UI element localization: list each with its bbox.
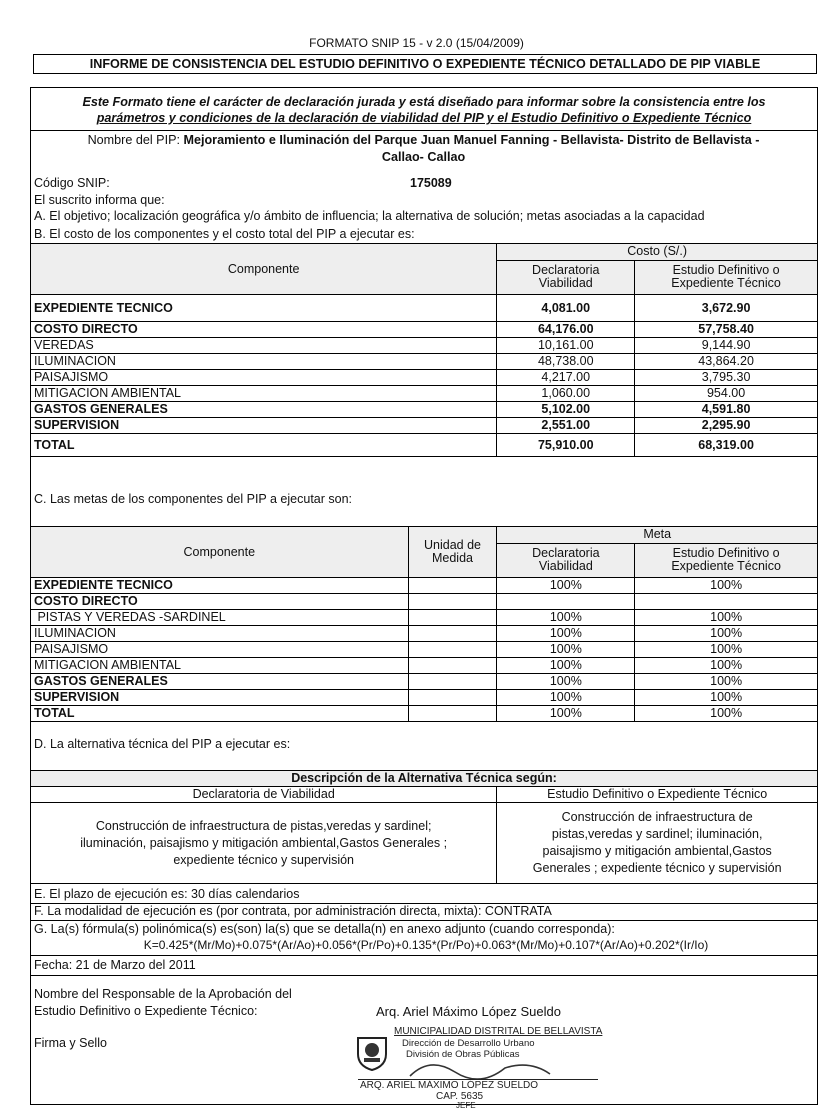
cost-row-v2: 4,591.80	[635, 402, 818, 418]
cost-row-v2: 954.00	[635, 386, 818, 402]
stamp-division: División de Obras Públicas	[406, 1049, 520, 1060]
cost-row-name: ILUMINACION	[31, 354, 497, 370]
goals-row-v1: 100%	[497, 578, 635, 594]
divider	[30, 920, 818, 921]
table-row	[31, 354, 818, 370]
informs-text: El suscrito informa que:	[34, 193, 165, 207]
goals-row-v2: 100%	[635, 642, 818, 658]
unit-header-l2: Medida	[431, 551, 473, 565]
pip-name-value-2: Callao- Callao	[381, 150, 466, 164]
goals-row-name: MITIGACION AMBIENTAL	[31, 658, 409, 674]
goals-row-unit	[408, 642, 497, 658]
table-row	[31, 370, 818, 386]
pip-name-label: Nombre del PIP:	[87, 133, 180, 147]
table-row	[31, 674, 818, 690]
alt2-line: Construcción de infraestructura de	[561, 810, 753, 824]
goals-intro: C. Las metas de los componentes del PIP a ejecutar son:	[34, 492, 353, 506]
goals-component-header: Componente	[31, 527, 409, 578]
alt1-line: expediente técnico y supervisión	[173, 852, 355, 867]
cost-row-v1: 4,217.00	[497, 370, 635, 386]
cost-row-v2: 3,672.90	[635, 295, 818, 322]
goals-row-v1: 100%	[497, 674, 635, 690]
goals-row-v1: 100%	[497, 658, 635, 674]
goals-row-v2: 100%	[635, 706, 818, 722]
goals-row-unit	[408, 626, 497, 642]
alternative-intro: D. La alternativa técnica del PIP a ejecutar es:	[34, 737, 291, 751]
item-e: E. El plazo de ejecución es: 30 días calendarios	[34, 887, 300, 901]
goals-row-v1	[497, 594, 635, 610]
goals-row-name: ILUMINACION	[31, 626, 409, 642]
goals-row-v1: 100%	[497, 610, 635, 626]
cost-row-v2: 9,144.90	[635, 338, 818, 354]
table-row	[31, 322, 818, 338]
table-row	[31, 610, 818, 626]
cost-row-name: SUPERVISION	[31, 418, 497, 434]
cost-row-v2: 68,319.00	[635, 434, 818, 457]
stamp-cap: CAP. 5635	[436, 1091, 484, 1102]
alt1-line: Construcción de infraestructura de pistas,veredas y sardinel;	[95, 818, 432, 833]
snip-code-label: Código SNIP:	[34, 176, 110, 190]
cost-row-name: COSTO DIRECTO	[31, 322, 497, 338]
goals-col2-header	[635, 543, 818, 577]
table-row	[31, 642, 818, 658]
divider	[30, 955, 818, 956]
goals-row-unit	[408, 658, 497, 674]
cost-header: Costo (S/.)	[497, 244, 818, 261]
goals-row-unit	[408, 578, 497, 594]
alternative-table	[30, 770, 818, 884]
table-row	[31, 338, 818, 354]
cost-col1-header-l1: Declaratoria	[532, 263, 600, 278]
cost-table	[30, 243, 818, 457]
stamp-role: JEFE	[456, 1101, 476, 1110]
item-g: G. La(s) fórmula(s) polinómica(s) es(son) la(s) que se detalla(n) en anexo adjunto (cuando corresponda):	[34, 922, 615, 936]
goals-row-unit	[408, 706, 497, 722]
goals-row-name: EXPEDIENTE TECNICO	[31, 578, 409, 594]
table-row	[31, 402, 818, 418]
alternative-study-text	[497, 803, 818, 884]
document-title: INFORME DE CONSISTENCIA DEL ESTUDIO DEFINITIVO O EXPEDIENTE TÉCNICO DETALLADO DE PIP VIABLE	[33, 54, 817, 74]
goals-row-v2: 100%	[635, 578, 818, 594]
cost-row-name: PAISAJISMO	[31, 370, 497, 386]
goals-row-v2: 100%	[635, 690, 818, 706]
table-row	[31, 295, 818, 322]
item-f: F. La modalidad de ejecución es (por contrata, por administración directa, mixta): CONTRATA	[34, 904, 552, 918]
goals-col2-header-l2: Expediente Técnico	[671, 559, 781, 574]
pip-name-value: Mejoramiento e Iluminación del Parque Juan Manuel Fanning - Bellavista- Distrito de Bellavista -	[183, 133, 760, 147]
goals-row-name: PISTAS Y VEREDAS -SARDINEL	[31, 610, 409, 626]
sworn-declaration	[32, 94, 816, 126]
table-row	[31, 418, 818, 434]
cost-row-v1: 48,738.00	[497, 354, 635, 370]
cost-col2-header-l2: Expediente Técnico	[671, 276, 781, 291]
goals-row-unit	[408, 690, 497, 706]
table-row	[31, 706, 818, 722]
cost-col1-header-l2: Viabilidad	[538, 276, 593, 291]
signature-label: Firma y Sello	[34, 1036, 107, 1050]
goals-row-unit	[408, 594, 497, 610]
table-row	[31, 578, 818, 594]
cost-row-v1: 10,161.00	[497, 338, 635, 354]
cost-col1-header	[497, 260, 635, 294]
alt2-line: paisajismo y mitigación ambiental,Gastos	[542, 844, 772, 858]
item-a: A. El objetivo; localización geográfica y/o ámbito de influencia; la alternativa de solución; metas asociadas a la capacidad	[34, 209, 705, 223]
goals-row-v1: 100%	[497, 706, 635, 722]
table-row	[31, 434, 818, 457]
goals-row-v1: 100%	[497, 626, 635, 642]
goals-row-name: COSTO DIRECTO	[31, 594, 409, 610]
declaration-line-1: Este Formato tiene el carácter de declaración jurada y está diseñado para informar sobre la consistencia entre los	[82, 95, 766, 109]
table-row	[31, 626, 818, 642]
goals-table	[30, 526, 818, 722]
cost-row-v1: 75,910.00	[497, 434, 635, 457]
goals-row-unit	[408, 610, 497, 626]
declaration-line-2: parámetros y condiciones de la declaración de viabilidad del PIP y el Estudio Definitivo o Expediente Técnico	[96, 111, 752, 125]
alt2-line: Generales ; expediente técnico y supervisión	[532, 861, 782, 875]
cost-row-v1: 4,081.00	[497, 295, 635, 322]
cost-row-name: EXPEDIENTE TECNICO	[31, 295, 497, 322]
goals-row-v1: 100%	[497, 690, 635, 706]
goals-row-v2: 100%	[635, 658, 818, 674]
cost-col2-header	[635, 260, 818, 294]
goals-row-name: PAISAJISMO	[31, 642, 409, 658]
responsible-name: Arq. Ariel Máximo López Sueldo	[376, 1004, 561, 1019]
cost-row-v1: 64,176.00	[497, 322, 635, 338]
cost-row-v1: 2,551.00	[497, 418, 635, 434]
stamp-municipality: MUNICIPALIDAD DISTRITAL DE BELLAVISTA	[394, 1026, 603, 1037]
goals-col1-header-l1: Declaratoria	[532, 546, 600, 561]
goals-col2-header-l1: Estudio Definitivo o	[672, 546, 780, 561]
stamp-direction: Dirección de Desarrollo Urbano	[402, 1038, 535, 1049]
cost-row-v2: 43,864.20	[635, 354, 818, 370]
alternative-col2-header: Estudio Definitivo o Expediente Técnico	[497, 787, 818, 803]
cost-component-header: Componente	[31, 244, 497, 295]
table-row	[31, 594, 818, 610]
cost-col2-header-l1: Estudio Definitivo o	[672, 263, 780, 278]
goals-row-v2	[635, 594, 818, 610]
goals-row-unit	[408, 674, 497, 690]
goals-row-v2: 100%	[635, 626, 818, 642]
municipal-seal-icon	[354, 1032, 390, 1072]
cost-row-v1: 5,102.00	[497, 402, 635, 418]
cost-row-name: MITIGACION AMBIENTAL	[31, 386, 497, 402]
date: Fecha: 21 de Marzo del 2011	[34, 958, 196, 972]
goals-row-v2: 100%	[635, 610, 818, 626]
goals-row-name: TOTAL	[31, 706, 409, 722]
cost-row-v1: 1,060.00	[497, 386, 635, 402]
format-version: FORMATO SNIP 15 - v 2.0 (15/04/2009)	[309, 36, 524, 50]
goals-col1-header	[497, 543, 635, 577]
cost-row-v2: 3,795.30	[635, 370, 818, 386]
polynomial-formula: K=0.425*(Mr/Mo)+0.075*(Ar/Ao)+0.056*(Pr/Po)+0.135*(Pr/Po)+0.063*(Mr/Mo)+0.107*(Ar/Ao)+0.202*(Ir/Io)	[143, 938, 709, 952]
alt1-line: iluminación, paisajismo y mitigación ambiental,Gastos Generales ;	[80, 835, 448, 850]
meta-header: Meta	[497, 527, 818, 544]
goals-row-v1: 100%	[497, 642, 635, 658]
official-stamp	[340, 1024, 610, 1109]
table-row	[31, 386, 818, 402]
cost-row-v2: 57,758.40	[635, 322, 818, 338]
alternative-col1-header: Declaratoria de Viabilidad	[31, 787, 497, 803]
alt2-line: pistas,veredas y sardinel; iluminación,	[551, 827, 763, 841]
cost-row-name: TOTAL	[31, 434, 497, 457]
alternative-viability-text	[31, 803, 497, 884]
cost-row-v2: 2,295.90	[635, 418, 818, 434]
cost-row-name: VEREDAS	[31, 338, 497, 354]
goals-col1-header-l2: Viabilidad	[538, 559, 593, 574]
goals-row-name: SUPERVISION	[31, 690, 409, 706]
item-b: B. El costo de los componentes y el costo total del PIP a ejecutar es:	[34, 227, 415, 241]
divider	[30, 130, 818, 131]
alternative-title: Descripción de la Alternativa Técnica según:	[31, 771, 818, 787]
unit-header-l1: Unidad de	[423, 538, 481, 552]
responsible-label-1: Nombre del Responsable de la Aprobación del	[34, 987, 292, 1001]
table-row	[31, 690, 818, 706]
goals-row-v2: 100%	[635, 674, 818, 690]
divider	[30, 975, 818, 976]
pip-name	[36, 132, 811, 166]
unit-header	[408, 527, 497, 578]
goals-row-name: GASTOS GENERALES	[31, 674, 409, 690]
cost-row-name: GASTOS GENERALES	[31, 402, 497, 418]
stamp-name: ARQ. ARIEL MÁXIMO LÓPEZ SUELDO	[360, 1080, 539, 1091]
table-row	[31, 658, 818, 674]
responsible-label-2: Estudio Definitivo o Expediente Técnico:	[34, 1004, 258, 1018]
snip-code-value: 175089	[410, 176, 452, 190]
